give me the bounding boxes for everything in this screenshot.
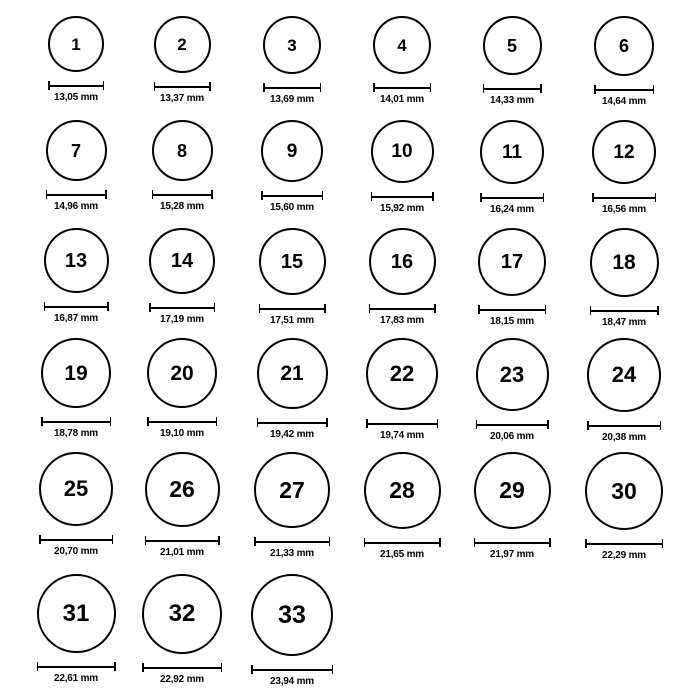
diameter-measure (142, 663, 222, 685)
ring-size-number: 21 (280, 362, 304, 385)
measure-line (594, 89, 654, 91)
ring-circle (585, 452, 663, 530)
ring-size-item (574, 120, 674, 215)
measure-line (592, 197, 656, 199)
diameter-label: 15,92 mm (380, 203, 424, 214)
ring-circle (46, 120, 107, 181)
measure-caliper-icon (254, 537, 330, 546)
ring-size-item (462, 16, 562, 106)
diameter-label: 20,38 mm (602, 432, 646, 443)
ring-circle (147, 338, 217, 408)
diameter-label: 14,33 mm (490, 95, 534, 106)
measure-caliper-icon (592, 193, 656, 202)
ring-circle (483, 16, 542, 75)
diameter-measure (474, 538, 551, 560)
diameter-label: 23,94 mm (270, 676, 314, 687)
measure-line (46, 194, 107, 196)
ring-size-number: 3 (287, 35, 297, 55)
measure-caliper-icon (366, 419, 438, 428)
measure-line (251, 669, 333, 671)
ring-circle (373, 16, 431, 74)
ring-circle (154, 16, 211, 73)
ring-circle (251, 574, 333, 656)
measure-caliper-icon (587, 421, 661, 430)
measure-caliper-icon (154, 82, 211, 91)
diameter-label: 14,96 mm (54, 201, 98, 212)
ring-size-item (242, 574, 342, 687)
ring-size-item (26, 228, 126, 324)
diameter-label: 20,06 mm (490, 431, 534, 442)
measure-line (41, 421, 111, 423)
diameter-measure (263, 83, 321, 105)
measure-line (254, 541, 330, 543)
ring-circle (371, 120, 434, 183)
ring-size-item (132, 16, 232, 104)
ring-size-number: 6 (618, 36, 629, 56)
diameter-measure (590, 306, 659, 328)
diameter-label: 19,74 mm (380, 430, 424, 441)
ring-size-number: 7 (70, 140, 81, 161)
ring-circle (41, 338, 111, 408)
diameter-label: 17,83 mm (380, 315, 424, 326)
measure-caliper-icon (149, 303, 215, 312)
diameter-measure (371, 192, 434, 214)
measure-caliper-icon (474, 538, 551, 547)
ring-size-number: 28 (389, 477, 415, 503)
diameter-measure (594, 85, 654, 107)
ring-circle (263, 16, 321, 74)
measure-caliper-icon (478, 305, 546, 314)
ring-size-number: 12 (613, 141, 635, 163)
measure-line (483, 88, 542, 90)
ring-circle (145, 452, 220, 527)
diameter-label: 13,05 mm (54, 92, 98, 103)
measure-line (154, 86, 211, 88)
measure-line (44, 306, 109, 308)
diameter-label: 13,37 mm (160, 93, 204, 104)
ring-circle (364, 452, 441, 529)
ring-circle (474, 452, 551, 529)
ring-circle (480, 120, 544, 184)
measure-caliper-icon (590, 306, 659, 315)
ring-size-number: 33 (278, 600, 306, 629)
diameter-measure (592, 193, 656, 215)
measure-line (145, 540, 220, 542)
ring-size-number: 29 (499, 477, 525, 503)
ring-circle (152, 120, 213, 181)
ring-size-item (462, 228, 562, 327)
measure-line (261, 195, 323, 197)
measure-line (369, 308, 436, 310)
measure-line (152, 194, 213, 196)
ring-size-item (26, 338, 126, 439)
diameter-measure (261, 191, 323, 213)
diameter-label: 22,61 mm (54, 673, 98, 684)
measure-line (480, 197, 544, 199)
measure-line (263, 87, 321, 89)
diameter-label: 14,64 mm (602, 96, 646, 107)
diameter-label: 14,01 mm (380, 94, 424, 105)
diameter-label: 17,51 mm (270, 315, 314, 326)
ring-size-item (352, 120, 452, 214)
ring-size-item (242, 452, 342, 559)
ring-size-item (242, 338, 342, 440)
ring-size-item (132, 228, 232, 325)
ring-size-number: 26 (169, 476, 195, 502)
ring-size-number: 9 (286, 140, 298, 162)
diameter-label: 21,97 mm (490, 549, 534, 560)
ring-size-item (352, 228, 452, 326)
ring-size-number: 32 (168, 600, 196, 627)
ring-circle (594, 16, 654, 76)
ring-size-item (462, 120, 562, 215)
diameter-label: 16,24 mm (490, 204, 534, 215)
diameter-measure (364, 538, 441, 560)
diameter-measure (149, 303, 215, 325)
diameter-label: 20,70 mm (54, 546, 98, 557)
measure-line (474, 542, 551, 544)
ring-size-item (462, 452, 562, 560)
ring-size-number: 27 (279, 476, 305, 503)
diameter-measure (373, 83, 431, 105)
measure-line (476, 424, 549, 426)
ring-size-number: 4 (397, 35, 407, 55)
measure-line (373, 87, 431, 89)
ring-size-item (132, 120, 232, 212)
measure-caliper-icon (371, 192, 434, 201)
diameter-label: 18,15 mm (490, 316, 534, 327)
diameter-measure (259, 304, 326, 326)
ring-size-item (132, 574, 232, 685)
diameter-measure (44, 302, 109, 324)
ring-size-number: 17 (500, 251, 524, 273)
diameter-measure (251, 665, 333, 687)
diameter-label: 22,29 mm (602, 550, 646, 561)
measure-caliper-icon (251, 665, 333, 674)
measure-line (478, 309, 546, 311)
diameter-measure (585, 539, 663, 561)
ring-circle (259, 228, 326, 295)
ring-size-number: 31 (62, 599, 90, 627)
ring-size-item (26, 16, 126, 103)
diameter-label: 19,10 mm (160, 428, 204, 439)
diameter-measure (476, 420, 549, 442)
ring-size-number: 11 (501, 141, 523, 163)
ring-size-item (132, 452, 232, 558)
measure-line (366, 423, 438, 425)
ring-size-number: 25 (63, 476, 89, 501)
measure-caliper-icon (257, 418, 328, 427)
diameter-measure (39, 535, 113, 557)
ring-size-number: 20 (170, 361, 194, 385)
diameter-measure (48, 81, 104, 103)
ring-circle (590, 228, 659, 297)
diameter-measure (366, 419, 438, 441)
diameter-label: 21,65 mm (380, 549, 424, 560)
ring-size-number: 10 (391, 141, 413, 162)
diameter-measure (37, 662, 116, 684)
diameter-measure (254, 537, 330, 559)
measure-caliper-icon (483, 84, 542, 93)
ring-size-item (352, 338, 452, 441)
diameter-measure (478, 305, 546, 327)
ring-size-number: 30 (611, 477, 637, 504)
measure-caliper-icon (48, 81, 104, 90)
ring-size-item (462, 338, 562, 442)
ring-size-item (132, 338, 232, 439)
ring-size-item (242, 16, 342, 105)
ring-circle (476, 338, 549, 411)
measure-line (142, 667, 222, 669)
ring-size-item (26, 452, 126, 557)
ring-size-item (574, 338, 674, 443)
ring-size-number: 13 (64, 249, 88, 272)
measure-caliper-icon (369, 304, 436, 313)
ring-size-item (574, 452, 674, 561)
ring-size-item (26, 574, 126, 684)
ring-circle (142, 574, 222, 654)
ring-size-item (574, 228, 674, 328)
measure-caliper-icon (476, 420, 549, 429)
diameter-label: 21,33 mm (270, 548, 314, 559)
measure-line (257, 422, 328, 424)
ring-size-number: 23 (499, 361, 525, 387)
measure-caliper-icon (39, 535, 113, 544)
diameter-label: 21,01 mm (160, 547, 204, 558)
measure-line (39, 539, 113, 541)
ring-circle (587, 338, 661, 412)
diameter-measure (483, 84, 542, 106)
ring-size-number: 16 (390, 250, 414, 273)
measure-caliper-icon (594, 85, 654, 94)
diameter-measure (46, 190, 107, 212)
ring-circle (592, 120, 656, 184)
measure-caliper-icon (145, 536, 220, 545)
measure-caliper-icon (44, 302, 109, 311)
diameter-measure (147, 417, 217, 439)
measure-caliper-icon (46, 190, 107, 199)
diameter-label: 15,28 mm (160, 201, 204, 212)
diameter-label: 22,92 mm (160, 674, 204, 685)
diameter-measure (587, 421, 661, 443)
ring-circle (44, 228, 109, 293)
ring-size-number: 15 (280, 250, 304, 273)
ring-size-number: 2 (177, 35, 187, 54)
ring-size-item (242, 228, 342, 326)
ring-circle (478, 228, 546, 296)
ring-size-number: 14 (170, 250, 194, 272)
diameter-measure (41, 417, 111, 439)
measure-line (371, 196, 434, 198)
measure-caliper-icon (147, 417, 217, 426)
ring-circle (254, 452, 330, 528)
ring-size-item (242, 120, 342, 213)
ring-circle (39, 452, 113, 526)
measure-caliper-icon (142, 663, 222, 672)
diameter-label: 15,60 mm (270, 202, 314, 213)
measure-caliper-icon (261, 191, 323, 200)
ring-size-number: 18 (612, 251, 636, 274)
measure-line (37, 666, 116, 668)
measure-caliper-icon (373, 83, 431, 92)
ring-circle (37, 574, 116, 653)
measure-caliper-icon (263, 83, 321, 92)
measure-line (364, 542, 441, 544)
ring-circle (369, 228, 436, 295)
ring-circle (149, 228, 215, 294)
measure-caliper-icon (364, 538, 441, 547)
ring-size-item (352, 16, 452, 105)
ring-size-number: 24 (611, 362, 637, 387)
measure-caliper-icon (41, 417, 111, 426)
diameter-label: 13,69 mm (270, 94, 314, 105)
measure-line (149, 307, 215, 309)
ring-size-item (26, 120, 126, 212)
diameter-measure (480, 193, 544, 215)
measure-line (147, 421, 217, 423)
ring-circle (261, 120, 323, 182)
measure-caliper-icon (585, 539, 663, 548)
diameter-label: 18,47 mm (602, 317, 646, 328)
diameter-measure (369, 304, 436, 326)
ring-circle (48, 16, 104, 72)
measure-line (259, 308, 326, 310)
measure-caliper-icon (259, 304, 326, 313)
measure-line (587, 425, 661, 427)
ring-size-item (352, 452, 452, 560)
diameter-label: 19,42 mm (270, 429, 314, 440)
diameter-label: 16,87 mm (54, 313, 98, 324)
diameter-measure (152, 190, 213, 212)
diameter-label: 17,19 mm (160, 314, 204, 325)
ring-size-number: 1 (71, 34, 81, 54)
ring-circle (366, 338, 438, 410)
measure-line (590, 310, 659, 312)
ring-size-number: 8 (176, 140, 187, 161)
measure-caliper-icon (480, 193, 544, 202)
measure-line (48, 85, 104, 87)
measure-caliper-icon (37, 662, 116, 671)
diameter-label: 18,78 mm (54, 428, 98, 439)
ring-size-number: 5 (506, 35, 517, 56)
diameter-measure (145, 536, 220, 558)
ring-size-item (574, 16, 674, 107)
measure-caliper-icon (152, 190, 213, 199)
diameter-label: 16,56 mm (602, 204, 646, 215)
ring-circle (257, 338, 328, 409)
diameter-measure (257, 418, 328, 440)
ring-size-number: 22 (389, 361, 415, 386)
ring-size-number: 19 (64, 361, 88, 385)
measure-line (585, 543, 663, 545)
diameter-measure (154, 82, 211, 104)
